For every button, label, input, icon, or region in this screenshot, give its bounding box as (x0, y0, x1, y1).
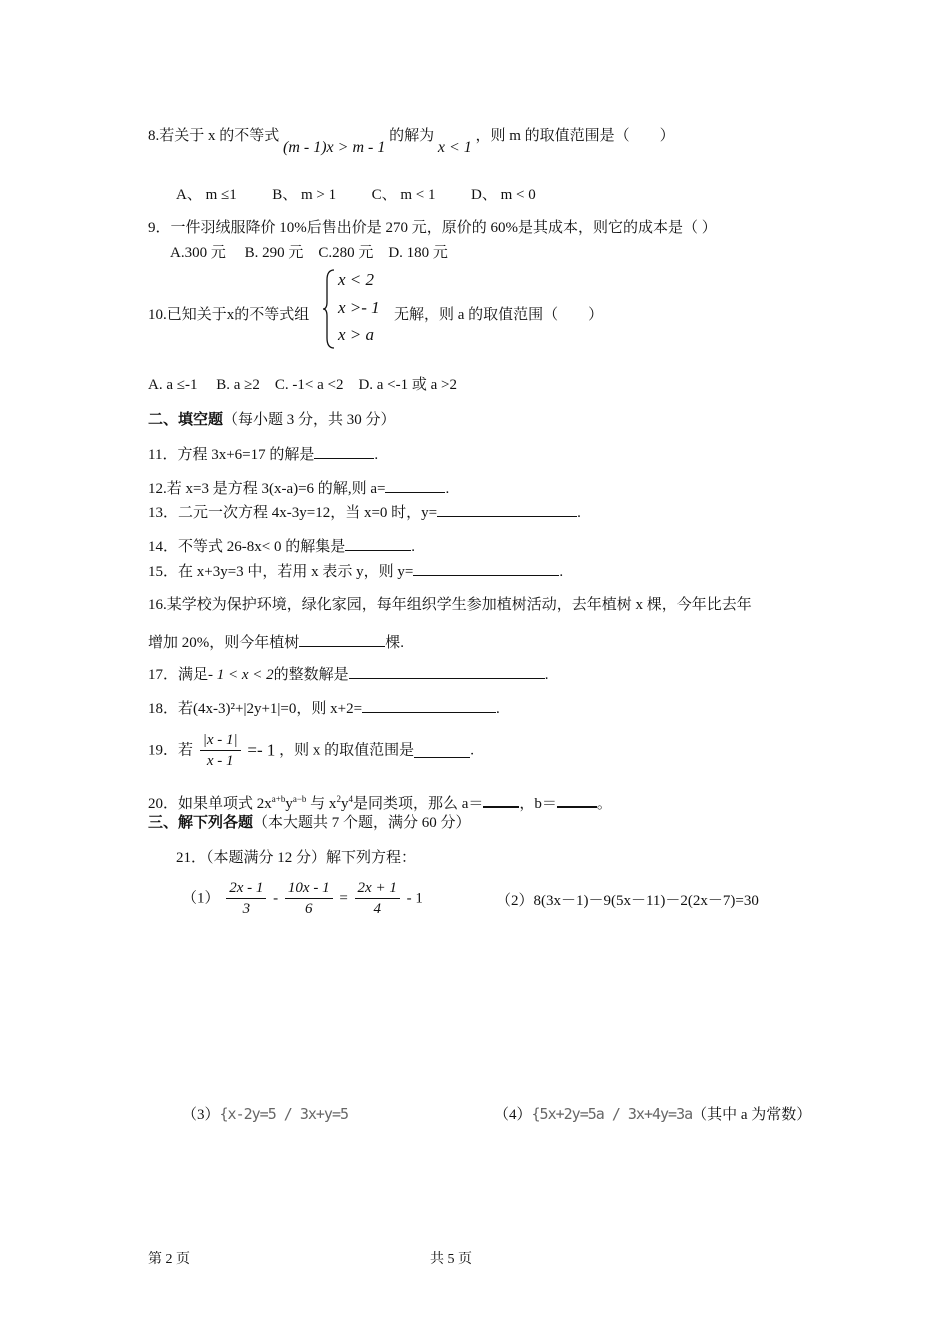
q9-stem: 9．一件羽绒服降价 10%后售出价是 270 元，原价的 60%是其成本，则它的成本是（ ） (148, 220, 717, 236)
footer-page-number: 第 2 页 (148, 1252, 190, 1267)
q10-row-2: x >- 1 (338, 298, 380, 317)
q20-answer-a[interactable] (483, 792, 519, 808)
q11-answer-blank[interactable] (314, 444, 374, 459)
section-3-heading: 三、解下列各题（本大题共 7 个题，满分 60 分） (148, 815, 471, 831)
q15-answer-blank[interactable] (413, 561, 559, 576)
q10-stem-suffix: 无解，则 a 的取值范围（ ） (394, 307, 604, 323)
q8-option-a: A、 m ≤1 (176, 187, 237, 203)
q10-row-3: x > a (338, 325, 375, 344)
q21-frac-3: $\frac{2x + 1}{4}$ (355, 878, 400, 919)
section-2-heading: 二、填空题（每小题 3 分，共 30 分） (148, 412, 396, 428)
q17: 17．满足- 1 < x < 2的整数解是 . (148, 664, 548, 685)
q19-answer-blank[interactable] (414, 743, 470, 758)
q8-option-c: C、 m < 1 (371, 187, 436, 203)
q19: 19．若 $\frac{|x - 1|}{x - 1}$ =- 1 ，则 x 的取值范围是 . (148, 732, 474, 769)
q20: 20．如果单项式 $2x^{a+b}y^{a-b}$ 与 $x^2y^4$是同类项，那么 a＝ ，b＝ 。 (148, 794, 612, 812)
q11: 11．方程 3x+6=17 的解是 . (148, 444, 378, 465)
q12-answer-blank[interactable] (385, 478, 445, 493)
q20-answer-b[interactable] (557, 792, 597, 808)
q8-option-d: D、 m < 0 (471, 187, 536, 203)
q18-answer-blank[interactable] (362, 698, 496, 713)
q18: 18．若(4x-3)²+|2y+1|=0，则 x+2= . (148, 698, 500, 719)
q10-brace (322, 268, 336, 350)
q13: 13．二元一次方程 4x-3y=12，当 x=0 时，y= . (148, 502, 581, 523)
footer-page-total: 共 5 页 (430, 1252, 472, 1267)
q21-part-4-system: {5x+2y=5a / 3x+4y=3a (531, 1105, 693, 1123)
q21-frac-2: $\frac{10x - 1}{6}$ (285, 878, 333, 919)
q21-part-1: （1） $\frac{2x - 1}{3}$ - $\frac{10x - 1}{6}$ = $\frac{2x + 1}{4}$ - 1 (182, 880, 423, 917)
q16-answer-blank[interactable] (299, 632, 385, 647)
q19-fraction: $\frac{|x - 1|}{x - 1}$ (200, 730, 241, 771)
q8-options (176, 185, 536, 205)
q8-option-b: B、 m > 1 (272, 187, 337, 203)
q10-stem-prefix: 10.已知关于x的不等式组 (148, 307, 310, 323)
q8-stem: 8.若关于 x 的不等式 (m - 1)x > m - 1 的解为 x < 1 ，则 m 的取值范围是（ ） (148, 128, 675, 156)
q21-part-3: （3）{x-2y=5 / 3x+y=5 (182, 1105, 349, 1123)
q12: 12.若 x=3 是方程 3(x-a)=6 的解,则 a= . (148, 478, 449, 499)
q16-line-2: 增加 20%，则今年植树 棵. (148, 632, 404, 653)
q17-answer-blank[interactable] (349, 664, 545, 679)
q14-answer-blank[interactable] (345, 536, 411, 551)
q16-line-1: 16.某学校为保护环境，绿化家园，每年组织学生参加植树活动，去年植树 x 棵，今年比去年 (148, 597, 752, 613)
q13-answer-blank[interactable] (437, 502, 577, 517)
q21-part-3-system: {x-2y=5 / 3x+y=5 (219, 1105, 349, 1123)
q14: 14．不等式 26-8x< 0 的解集是 . (148, 536, 415, 557)
q10-row-1: x < 2 (338, 270, 375, 289)
q21-part-4: （4）{5x+2y=5a / 3x+4y=3a（其中 a 为常数） (494, 1105, 812, 1123)
q9-options: A.300 元 B. 290 元 C.280 元 D. 180 元 (170, 245, 448, 261)
q10-options: A. a ≤-1 B. a ≥2 C. -1< a <2 D. a <-1 或 a >2 (148, 377, 458, 393)
q15: 15．在 x+3y=3 中，若用 x 表示 y，则 y= . (148, 561, 563, 582)
q21-title: 21．（本题满分 12 分）解下列方程： (176, 850, 417, 866)
q21-frac-1: $\frac{2x - 1}{3}$ (226, 878, 266, 919)
q21-part-2: （2）8(3x－1)－9(5x－11)－2(2x－7)=30 (496, 893, 759, 909)
